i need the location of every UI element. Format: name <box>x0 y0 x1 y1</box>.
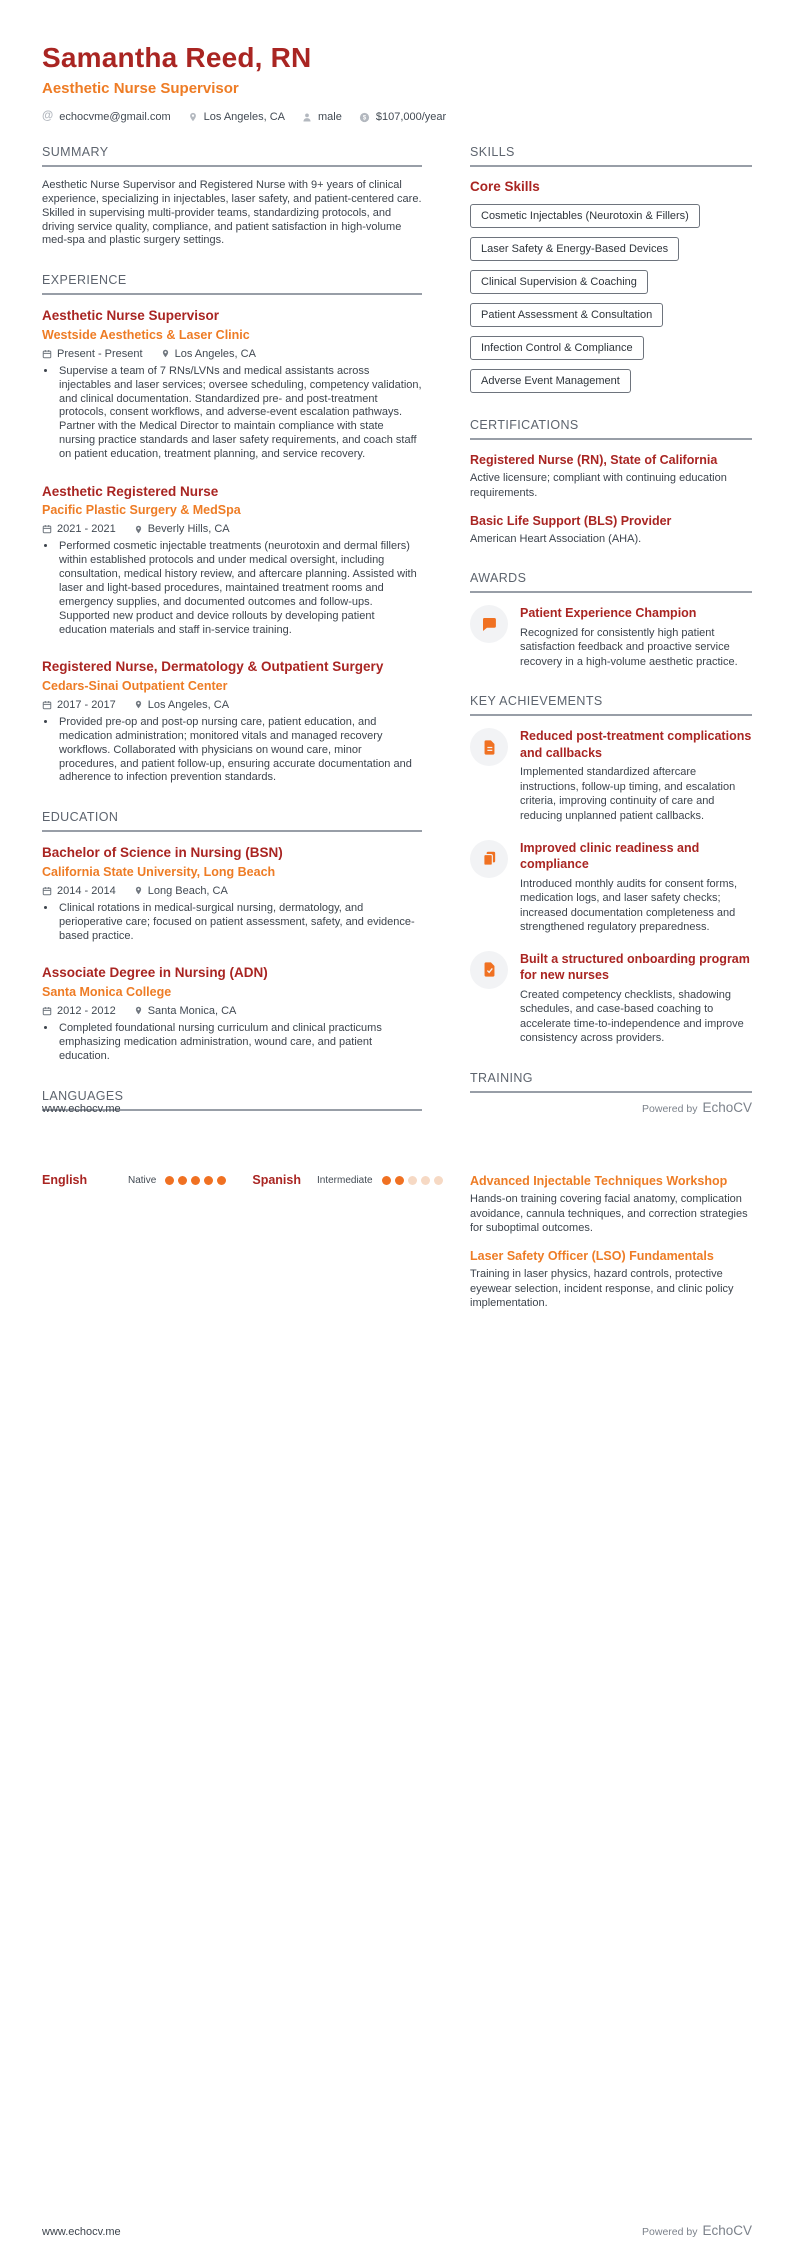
comment-bubble-icon <box>470 605 508 643</box>
resume-page-2 <box>0 1123 794 2246</box>
achievement-title: Reduced post-treatment complications and callbacks <box>520 729 752 760</box>
section-summary <box>42 145 422 248</box>
job-title: Aesthetic Nurse Supervisor <box>42 308 220 324</box>
calendar-icon <box>42 1006 52 1016</box>
job-dates <box>42 699 116 711</box>
skill-chip: Laser Safety & Energy-Based Devices <box>470 237 679 261</box>
education-entry <box>42 964 422 1063</box>
achievement-item <box>470 840 752 935</box>
job-bullet: • Supervise a team of 7 RNs/LVNs and medical assistants across injectables and laser services; oversee scheduling, competency validation, and clinical documentation. Standardized pre- and post-treatment protocols, consent workflows, and adverse-event escalation pathways. Partner with the Medical Director to maintain compliance with state nursing practice standards and laser safety requirements, and coach staff on patient education, treatment planning, and service recovery. <box>57 365 422 462</box>
job-dates <box>42 523 116 535</box>
job-dates-value: 2017 - 2017 <box>57 698 116 711</box>
education-heading: EDUCATION <box>42 810 422 832</box>
svg-text:$: $ <box>362 115 366 122</box>
document-check-icon <box>470 951 508 989</box>
education-meta <box>42 885 422 897</box>
section-experience <box>42 273 422 785</box>
job-bullet: • Performed cosmetic injectable treatments (neurotoxin and dermal fillers) within established protocols and under medical oversight, including consultation, medical history review, and aftercare planning. Assisted with laser and light-based procedures, maintained treatment rooms and emergency supplies, and documented outcomes and follow-ups. Supported new product and device rollouts by developing patient education materials and staff in-service training. <box>57 540 422 637</box>
education-location <box>134 885 228 897</box>
training-desc: Training in laser physics, hazard controls, protective eyewear selection, incident response, and clinic policy implementation. <box>470 1268 734 1309</box>
job-location <box>134 699 229 711</box>
job-bullet: • Provided pre-op and post-op nursing care, patient education, and medication administration; monitored vitals and managed recovery workflows. Collaborated with physicians on wound care, minor procedures, and patient follow-up, ensuring accurate documentation and adherence to infection prevention standards. <box>57 716 422 785</box>
candidate-job-title: Aesthetic Nurse Supervisor <box>42 80 239 97</box>
degree-title: Bachelor of Science in Nursing (BSN) <box>42 845 283 861</box>
training-item <box>470 1173 752 1235</box>
job-title: Aesthetic Registered Nurse <box>42 483 219 499</box>
language-item <box>42 1173 230 1187</box>
job-location <box>134 523 230 535</box>
job-location-value: Los Angeles, CA <box>147 698 230 711</box>
job-meta <box>42 699 422 711</box>
footer-site-url: www.echocv.me <box>42 2226 121 2238</box>
job-company: Pacific Plastic Surgery & MedSpa <box>42 503 241 518</box>
training-item <box>470 1248 752 1310</box>
skills-heading: SKILLS <box>470 145 752 167</box>
job-bullets <box>57 716 422 785</box>
certification-title: Registered Nurse (RN), State of California <box>470 453 718 467</box>
brand-logo-text: EchoCV <box>702 1100 752 1115</box>
language-name: Spanish <box>252 1173 301 1187</box>
brand-logo-text: EchoCV <box>702 2223 752 2238</box>
footer-site-url: www.echocv.me <box>42 1103 121 1115</box>
section-awards <box>470 571 752 669</box>
education-dates-value: 2014 - 2014 <box>57 884 116 897</box>
job-location <box>161 348 256 360</box>
education-meta <box>42 1005 422 1017</box>
document-copy-icon <box>470 840 508 878</box>
calendar-icon <box>42 524 52 534</box>
right-column-page2 <box>470 1173 752 1323</box>
section-training <box>470 1071 752 1093</box>
calendar-icon <box>42 349 52 359</box>
contact-gender-value: male <box>318 111 342 123</box>
location-pin-icon <box>134 699 143 710</box>
contact-location <box>188 111 285 123</box>
location-pin-icon <box>134 1005 143 1016</box>
training-desc: Hands-on training covering facial anatomy, complication avoidance, cannula techniques, and correction strategies for suboptimal outcomes. <box>470 1193 748 1234</box>
experience-entry <box>42 658 422 785</box>
left-column <box>42 145 422 1123</box>
candidate-name: Samantha Reed, RN <box>42 42 312 73</box>
job-dates-value: Present - Present <box>57 347 143 360</box>
skill-chip: Cosmetic Injectables (Neurotoxin & Fillers) <box>470 204 700 228</box>
job-company: Cedars-Sinai Outpatient Center <box>42 678 228 693</box>
summary-text: Aesthetic Nurse Supervisor and Registered Nurse with 9+ years of clinical experience, specializing in injectables, laser safety, and patient-centered care. Skilled in supervising multi-provider teams, standardizing protocols, and driving service quality, compliance, and patient satisfaction in high-volume med-spa and plastic surgery settings. <box>42 179 422 247</box>
achievement-title: Improved clinic readiness and compliance <box>520 840 700 871</box>
person-icon <box>302 112 312 123</box>
language-name: English <box>42 1173 88 1187</box>
contact-gender <box>302 111 342 123</box>
award-desc: Recognized for consistently high patient satisfaction feedback and proactive service recovery in a high-volume aesthetic practice. <box>520 626 738 668</box>
job-location-value: Beverly Hills, CA <box>147 523 230 536</box>
summary-heading: SUMMARY <box>42 145 422 167</box>
skill-chip: Infection Control & Compliance <box>470 336 644 360</box>
section-education <box>42 810 422 1063</box>
section-key-achievements <box>470 694 752 1045</box>
language-level: Intermediate <box>316 1174 373 1186</box>
language-proficiency-dots <box>165 1176 230 1185</box>
skill-chip: Clinical Supervision & Coaching <box>470 270 648 294</box>
job-bullets <box>57 540 422 637</box>
job-dates-value: 2021 - 2021 <box>57 523 116 536</box>
languages-row <box>42 1173 422 1187</box>
dollar-circle-icon <box>359 112 370 123</box>
contact-email <box>42 111 171 123</box>
education-dates-value: 2012 - 2012 <box>57 1004 116 1017</box>
experience-heading: EXPERIENCE <box>42 273 422 295</box>
contact-email-value: echocvme@gmail.com <box>59 111 171 123</box>
powered-by-prefix: Powered by <box>642 1103 698 1115</box>
section-skills <box>470 145 752 393</box>
job-dates <box>42 348 143 360</box>
education-bullet: • Completed foundational nursing curriculum and clinical practicums emphasizing medication administration, wound care, and patient education. <box>57 1022 422 1064</box>
page-footer <box>42 2223 752 2238</box>
education-bullet: • Clinical rotations in medical-surgical nursing, dermatology, and perioperative care; focused on patient assessment, safety, and evidence-based practice. <box>57 902 422 944</box>
page-footer <box>42 1100 752 1115</box>
right-column <box>470 145 752 1123</box>
job-title: Registered Nurse, Dermatology & Outpatient Surgery <box>42 659 384 675</box>
awards-heading: AWARDS <box>470 571 752 593</box>
section-certifications <box>470 418 752 546</box>
award-title: Patient Experience Champion <box>520 606 697 621</box>
achievement-title: Built a structured onboarding program for new nurses <box>520 951 750 983</box>
achievement-body <box>520 840 752 935</box>
award-item <box>470 605 752 669</box>
achievement-item <box>470 728 752 823</box>
left-column-page2 <box>42 1173 422 1323</box>
education-bullets <box>57 1022 422 1064</box>
contact-salary-value: $107,000/year <box>375 111 447 123</box>
education-location-value: Long Beach, CA <box>147 884 228 897</box>
achievement-body <box>520 728 752 823</box>
achievement-desc: Introduced monthly audits for consent forms, medication logs, and laser safety checks; increased documentation completeness and strengthened regulatory preparedness. <box>520 877 738 934</box>
location-pin-icon <box>188 111 198 123</box>
job-bullets <box>57 365 422 462</box>
job-meta <box>42 348 422 360</box>
calendar-icon <box>42 700 52 710</box>
location-pin-icon <box>161 348 170 359</box>
education-bullets <box>57 902 422 944</box>
certifications-heading: CERTIFICATIONS <box>470 418 752 440</box>
achievement-desc: Implemented standardized aftercare instructions, follow-up timing, and escalation criteria, improving continuity of care and reducing unplanned patient callbacks. <box>520 766 736 822</box>
certification-desc: Active licensure; compliant with continuing education requirements. <box>470 472 727 499</box>
document-lines-icon <box>470 728 508 766</box>
job-company: Westside Aesthetics & Laser Clinic <box>42 327 250 342</box>
education-entry <box>42 844 422 943</box>
achievement-item <box>470 951 752 1046</box>
job-location-value: Los Angeles, CA <box>174 347 256 360</box>
education-dates <box>42 885 116 897</box>
education-location <box>134 1005 237 1017</box>
training-heading: TRAINING <box>470 1071 752 1093</box>
training-title: Advanced Injectable Techniques Workshop <box>470 1174 728 1188</box>
education-dates <box>42 1005 116 1017</box>
certification-item <box>470 513 752 547</box>
school-name: Santa Monica College <box>42 984 172 999</box>
language-item <box>252 1173 446 1187</box>
training-title: Laser Safety Officer (LSO) Fundamentals <box>470 1249 714 1264</box>
at-icon: @ <box>42 110 54 123</box>
key-achievements-heading: KEY ACHIEVEMENTS <box>470 694 752 716</box>
skill-chip: Adverse Event Management <box>470 369 631 393</box>
language-proficiency-dots <box>382 1176 447 1185</box>
calendar-icon <box>42 886 52 896</box>
contact-location-value: Los Angeles, CA <box>203 111 285 123</box>
powered-by-prefix: Powered by <box>642 2226 698 2238</box>
achievement-desc: Created competency checklists, shadowing schedules, and case-based coaching to accelerate time-to-independence and improve consistency across providers. <box>520 988 744 1045</box>
education-location-value: Santa Monica, CA <box>147 1004 237 1017</box>
contact-row <box>42 111 752 123</box>
skills-group-title: Core Skills <box>470 179 540 194</box>
certification-item <box>470 452 752 500</box>
achievement-body <box>520 951 752 1046</box>
languages-heading: LANGUAGES <box>42 1089 422 1111</box>
location-pin-icon <box>134 885 143 896</box>
job-meta <box>42 523 422 535</box>
location-pin-icon <box>134 524 143 535</box>
contact-salary <box>359 111 446 123</box>
experience-entry <box>42 307 422 462</box>
school-name: California State University, Long Beach <box>42 864 276 879</box>
degree-title: Associate Degree in Nursing (ADN) <box>42 965 268 981</box>
certification-title: Basic Life Support (BLS) Provider <box>470 513 672 528</box>
award-body <box>520 605 752 669</box>
powered-by <box>642 1100 752 1115</box>
powered-by <box>642 2223 752 2238</box>
skill-chip: Patient Assessment & Consultation <box>470 303 663 327</box>
experience-entry <box>42 483 422 638</box>
language-level: Native <box>128 1174 157 1186</box>
resume-header <box>42 42 752 123</box>
certification-desc: American Heart Association (AHA). <box>470 533 642 546</box>
